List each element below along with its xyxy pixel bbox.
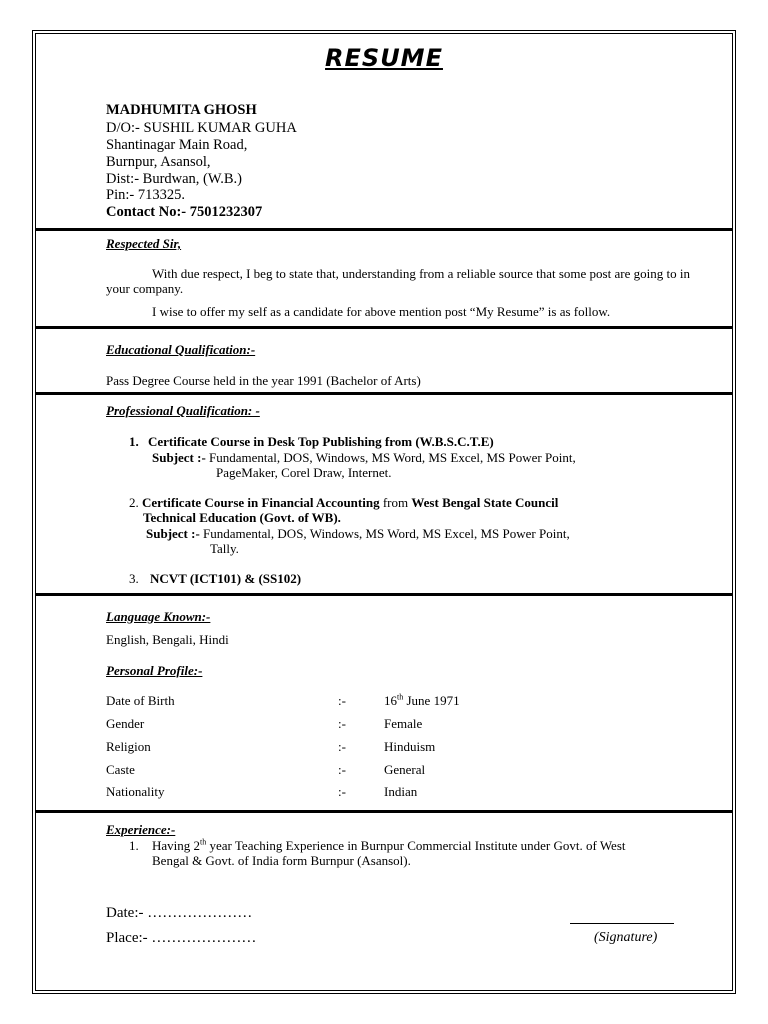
profile-separator: :- [338, 762, 346, 777]
professional-item-1-subject-cont: PageMaker, Corel Draw, Internet. [216, 465, 392, 480]
professional-item-2-subject-cont: Tally. [210, 541, 239, 556]
place-field: Place:- ………………… [106, 930, 257, 946]
item-number: 2. [129, 495, 139, 510]
profile-row-religion [106, 739, 706, 757]
dob-rest: June 1971 [403, 693, 460, 708]
dob-day: 16 [384, 693, 397, 708]
item-number: 1. [129, 434, 139, 449]
item-title: Certificate Course in Financial Accounting [142, 495, 380, 510]
resume-page [32, 30, 736, 994]
professional-heading: Professional Qualification: - [106, 403, 260, 418]
experience-heading: Experience:- [106, 822, 176, 837]
contact-number: Contact No:- 7501232307 [106, 204, 263, 220]
experience-text-b: year Teaching Experience in Burnpur Commercial Institute under Govt. of West [206, 838, 626, 853]
dob-suffix: th [397, 692, 404, 702]
divider [36, 392, 732, 395]
professional-item-3 [129, 571, 301, 587]
profile-value: Hinduism [384, 739, 436, 754]
item-title: Certificate Course in Desk Top Publishing from (W.B.S.C.T.E) [148, 434, 494, 449]
applicant-name: MADHUMITA GHOSH [106, 102, 257, 118]
item-number: 3. [129, 571, 139, 586]
profile-value: Indian [384, 784, 418, 799]
profile-label: Date of Birth [106, 693, 175, 708]
resume-title: RESUME [325, 44, 443, 72]
profile-separator: :- [338, 739, 346, 754]
divider [36, 810, 732, 813]
pin-code: Pin:- 713325. [106, 187, 185, 203]
profile-value [384, 693, 460, 709]
experience-item [152, 838, 687, 853]
divider [36, 228, 732, 231]
profile-heading: Personal Profile:- [106, 663, 203, 678]
experience-text-a: Having 2 [152, 838, 201, 853]
address-line-1: Shantinagar Main Road, [106, 137, 248, 153]
profile-separator: :- [338, 716, 346, 731]
father-name: D/O:- SUSHIL KUMAR GUHA [106, 120, 297, 136]
subject-list: Fundamental, DOS, Windows, MS Word, MS Excel, MS Power Point, [205, 450, 576, 465]
profile-row-gender [106, 716, 706, 734]
profile-label: Nationality [106, 784, 165, 799]
salutation: Respected Sir, [106, 236, 182, 251]
letter-paragraph-2: I wise to offer my self as a candidate for above mention post “My Resume” is as follow. [152, 304, 611, 319]
divider [36, 326, 732, 329]
professional-item-2 [129, 495, 558, 511]
profile-row-nationality [106, 784, 706, 802]
subject-label: Subject :- [146, 526, 200, 541]
date-field: Date:- ………………… [106, 905, 253, 921]
item-institution: West Bengal State Council [411, 495, 559, 510]
item-title: NCVT (ICT101) & (SS102) [150, 571, 302, 586]
experience-item-cont: Bengal & Govt. of India form Burnpur (Asansol). [152, 853, 411, 868]
profile-row-dob [106, 693, 706, 711]
profile-label: Gender [106, 716, 145, 731]
subject-label: Subject :- [152, 450, 206, 465]
profile-row-caste [106, 762, 706, 780]
experience-item-number: 1. [129, 838, 139, 853]
profile-separator: :- [338, 693, 346, 708]
item-from: from [379, 495, 412, 510]
professional-item-1 [129, 434, 494, 450]
profile-value: Female [384, 716, 423, 731]
professional-item-2-subject [146, 526, 570, 542]
letter-paragraph-1: With due respect, I beg to state that, understanding from a reliable source that some post are going to in your company. [106, 266, 690, 296]
professional-item-1-subject [152, 450, 576, 466]
address-line-2: Burnpur, Asansol, [106, 154, 211, 170]
divider [36, 593, 732, 596]
professional-item-2-cont: Technical Education (Govt. of WB). [143, 510, 341, 525]
education-text: Pass Degree Course held in the year 1991 (Bachelor of Arts) [106, 373, 421, 388]
subject-list: Fundamental, DOS, Windows, MS Word, MS Excel, MS Power Point, [199, 526, 570, 541]
profile-label: Caste [106, 762, 135, 777]
language-heading: Language Known:- [106, 609, 211, 624]
profile-label: Religion [106, 739, 151, 754]
signature-line [570, 923, 674, 924]
district: Dist:- Burdwan, (W.B.) [106, 171, 242, 187]
profile-value: General [384, 762, 426, 777]
experience-suffix: th [200, 837, 207, 847]
signature-label: (Signature) [594, 930, 658, 945]
education-heading: Educational Qualification:- [106, 342, 256, 357]
profile-separator: :- [338, 784, 346, 799]
language-text: English, Bengali, Hindi [106, 632, 229, 647]
